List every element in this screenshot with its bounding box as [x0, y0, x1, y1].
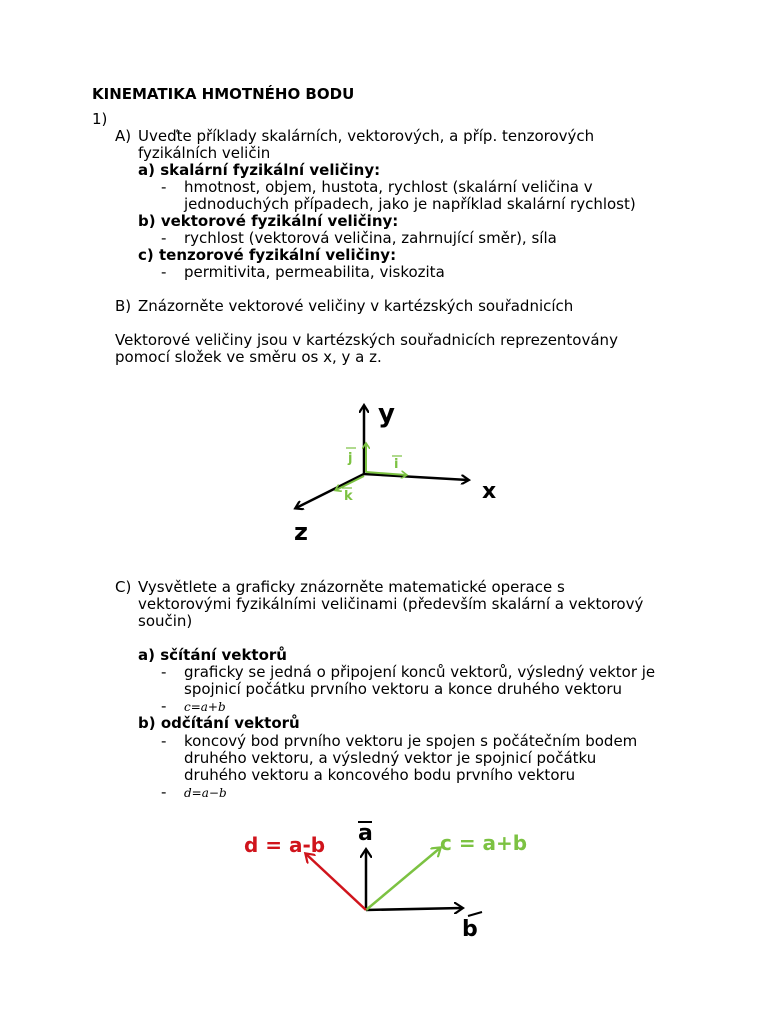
vector-heading: b) vektorové fyzikální veličiny: [138, 212, 399, 230]
part-b-label: B) [115, 297, 132, 315]
addition-text-1: graficky se jedná o připojení konců vektorů, výsledný vektor je [184, 663, 656, 681]
question-number: 1) [92, 110, 108, 128]
scalar-text-2: jednoduchých případech, jako je například skalární rychlost) [184, 195, 636, 213]
vector-d-label: d = a-b [244, 833, 326, 857]
bullet-dash: - [161, 697, 167, 715]
bullet-dash: - [161, 229, 167, 247]
bullet-dash: - [161, 663, 167, 681]
part-c-text-1: Vysvětlete a graficky znázorněte matematické operace s [138, 578, 565, 596]
tensor-heading: c) tenzorové fyzikální veličiny: [138, 246, 397, 264]
vector-operations-figure [230, 812, 550, 952]
addition-formula: c=a+b [184, 700, 226, 714]
subtraction-text-2: druhého vektoru, a výsledný vektor je spojnicí počátku [184, 749, 597, 767]
addition-text-2: spojnicí počátku prvního vektoru a konce druhého vektoru [184, 680, 622, 698]
cartesian-axes-figure [280, 390, 510, 550]
vector-b-overbar [468, 912, 482, 916]
subtraction-text-1: koncový bod prvního vektoru je spojen s počátečním bodem [184, 732, 638, 750]
y-axis-label: y [378, 399, 395, 429]
bullet-dash: - [161, 178, 167, 196]
x-axis-arrow [364, 474, 468, 480]
z-axis-arrow [296, 474, 364, 508]
vector-c-arrow [366, 848, 440, 910]
bullet-dash: - [161, 732, 167, 750]
part-a-label: A) [115, 127, 132, 145]
x-axis-label: x [482, 479, 497, 504]
page-title: KINEMATIKA HMOTNÉHO BODU [92, 85, 355, 103]
part-b-paragraph-2: pomocí složek ve směru os x, y a z. [115, 348, 382, 366]
vector-d-arrow [306, 854, 366, 910]
vector-a-label: a [358, 821, 373, 846]
bullet-dash: - [161, 783, 167, 801]
vector-text-1: rychlost (vektorová veličina, zahrnující směr), síla [184, 229, 557, 247]
z-axis-label: z [294, 518, 308, 546]
subtraction-heading: b) odčítání vektorů [138, 714, 300, 732]
part-b-paragraph-1: Vektorové veličiny jsou v kartézských souřadnicích reprezentovány [115, 331, 618, 349]
part-a-text-1: Uveďte příklady skalárních, vektorových, a příp. tenzorových [138, 127, 595, 145]
tensor-text-1: permitivita, permeabilita, viskozita [184, 263, 445, 281]
subtraction-text-3: druhého vektoru a koncového bodu prvního vektoru [184, 766, 576, 784]
part-c-text-3: součin) [138, 612, 193, 630]
vector-c-label: c = a+b [440, 831, 528, 855]
part-b-text-1: Znázorněte vektorové veličiny v kartézských souřadnicích [138, 297, 574, 315]
unit-j-label: j [348, 451, 353, 466]
subtraction-formula: d=a−b [184, 786, 227, 800]
unit-i-label: i [394, 457, 399, 472]
bullet-dash: - [161, 263, 167, 281]
scalar-text-1: hmotnost, objem, hustota, rychlost (skalární veličina v [184, 178, 593, 196]
part-c-label: C) [115, 578, 132, 596]
part-c-text-2: vektorovými fyzikálními veličinami (především skalární a vektorový [138, 595, 644, 613]
unit-k-label: k [344, 489, 353, 504]
vector-b-label: b [462, 917, 478, 942]
addition-heading: a) sčítání vektorů [138, 646, 287, 664]
scalar-heading: a) skalární fyzikální veličiny: [138, 161, 381, 179]
part-a-text-2: fyzikálních veličin [138, 144, 271, 162]
vector-b-arrow [366, 908, 462, 910]
